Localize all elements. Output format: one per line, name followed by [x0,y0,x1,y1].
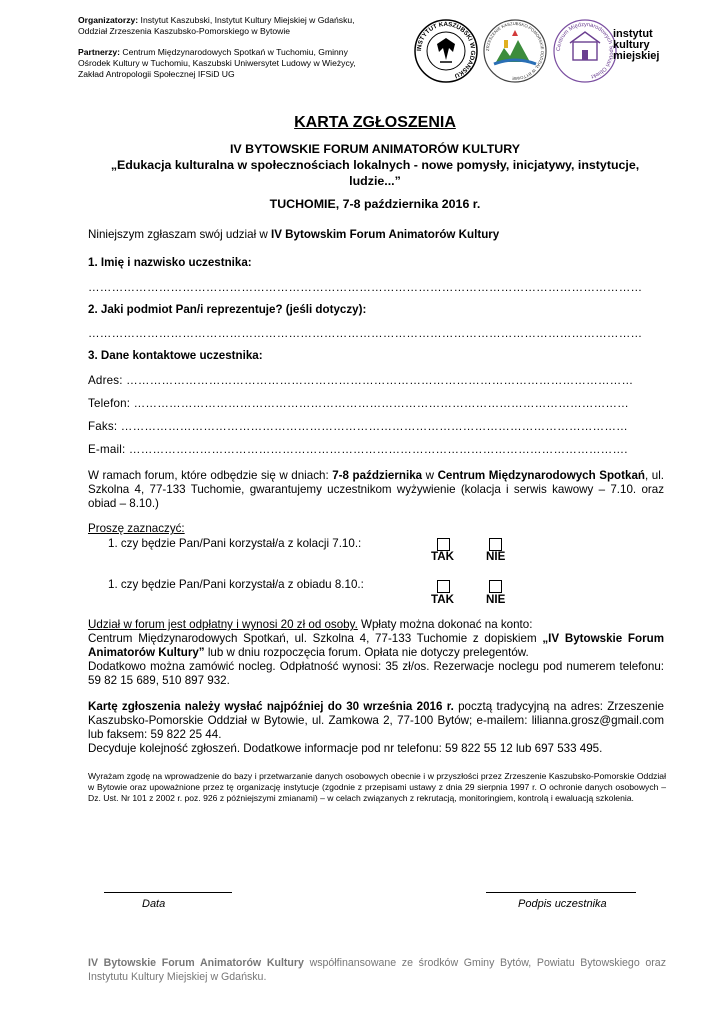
submission-main [88,700,664,742]
participant-signature-label: Podpis uczestnika [518,898,607,910]
address-field[interactable] [88,374,663,387]
forum-info-venue: Centrum Międzynarodowych Spotkań [437,469,645,482]
fax-field[interactable] [88,420,656,433]
forum-info-paragraph [88,469,664,511]
question-name-label: 1. Imię i nazwisko uczestnika: [88,256,252,269]
footer-forum-name: IV Bytowskie Forum Animatorów Kultury [88,957,304,969]
partners-text: Centrum Międzynarodowych Spotkań w Tuchomiu, Gminny [120,47,348,57]
ikm-logo [613,29,659,62]
organizers-label: Organizatorzy: [78,15,139,25]
organizers-line [78,15,408,26]
footer-note [88,956,666,984]
logo-zkp-text: ZRZESZENIE KASZUBSKO-POMORSKIE ODDZIAŁ W BYTOWIE [484,20,546,82]
phone-dots: ……………………………………………………………………………………………………………… [133,397,629,410]
zkp-bytow-logo [482,18,548,84]
event-theme-line-1: „Edukacja kulturalna w społecznościach lokalnych - nowe pomysły, inicjatywy, instytucje, [110,158,640,172]
lodging-text: Dodatkowo można zamówić nocleg. Odpłatność wynosi: 35 zł/os. Rezerwacje noclegu pod numerem telefonu: 59 82 15 689, 510 897 932. [88,660,664,687]
event-theme-line-2: ludzie...” [349,174,401,188]
instytut-kaszubski-logo [413,18,479,84]
choices-heading: Proszę zaznaczyć: [88,522,185,535]
fax-label: Faks: [88,420,121,433]
partners-block [78,47,418,80]
submission-deadline: Kartę zgłoszenia należy wysłać najpóźniej do 30 września 2016 r. [88,700,454,713]
ikm-logo-line-3: miejskiej [613,50,660,62]
partners-line-2: Ośrodek Kultury w Tuchomiu, Kaszubski Uniwersytet Ludowy w Wieżycy, [78,58,356,68]
choice-lunch-question: 1. czy będzie Pan/Pani korzystał/a z obiadu 8.10.: [108,578,364,591]
event-name: IV BYTOWSKIE FORUM ANIMATORÓW KULTURY [229,142,521,156]
logo-cms-text: Centrum Międzynarodowych Spotkań Obiekt [555,21,615,80]
intro-text: Niniejszym zgłaszam swój udział w [88,228,271,241]
submission-paragraph [88,700,664,756]
forum-info-t3: , ul. Szkolna 4, 77-133 Tuchomie, gwarantujemy uczestnikom wyżywienie (kolacja i serwis kawowy – 7.10. oraz obiad – 8.10.) [88,469,664,510]
dinner-yes-label: TAK [431,550,454,563]
participant-signature-line[interactable] [486,892,636,893]
page-title: KARTA ZGŁOSZENIA [294,114,456,131]
submission-text: pocztą tradycyjną na adres: Zrzeszenie Kaszubsko-Pomorskie Oddział w Bytowie, ul. Zamkowa 2, 77-100 Bytów; e-mailem: lilianna.grosz@gmail.com lub faksem: 59 822 25 44. [88,700,664,741]
forum-info-dates: 7-8 października [332,469,423,482]
date-label: Data [142,898,166,910]
partners-line [78,47,418,58]
fax-dots: ………………………………………………………………………………………………………………… [120,420,628,433]
email-field[interactable] [88,443,658,456]
consent-paragraph: Wyrażam zgodę na wprowadzenie do bazy i przetwarzanie danych osobowych obecnie i w przyszłości przez Zrzeszenie Kaszubsko-Pomorskie Oddział w Bytowie oraz upoważnione przez tę organizację instytucje (zgodnie z przepisami ustawy z dnia 29 sierpnia 1997 r. O ochronie danych osobowych – Dz. Ust. Nr 101 z 2002 r. poz. 926 z późniejszymi zmianami) – w celach związanych z rekrutacją, monitoringiem, kontrolą i ewaluacją szkolenia. [88,771,666,803]
partners-line-3: Zakład Antropologii Społecznej IFSiD UG [78,69,235,79]
lunch-yes-checkbox[interactable] [437,580,450,593]
partners-label: Partnerzy: [78,47,121,57]
forum-info-t1: W ramach forum, które odbędzie się w dniach: [88,469,333,482]
lunch-yes-label: TAK [431,593,454,606]
payment-paragraph [88,618,664,688]
submission-decide: Decyduje kolejność zgłoszeń. Dodatkowe informacje pod nr telefonu: 59 822 55 12 lub 697 533 495. [88,742,603,755]
phone-label: Telefon: [88,397,134,410]
lunch-no-checkbox[interactable] [489,580,502,593]
intro-line [88,228,499,242]
payment-line-1 [88,618,664,632]
choice-dinner-question: 1. czy będzie Pan/Pani korzystał/a z kolacji 7.10.: [108,537,362,550]
organizers-block [78,15,408,37]
date-signature-line[interactable] [104,892,232,893]
footer-text: współfinansowane ze środków Gminy Bytów, Powiatu Bytowskiego oraz Instytutu Kultury Miejskiej w Gdańsku. [88,957,666,983]
logo-ik-text: INSTYTUT KASZUBSKI W GDAŃSKU [415,20,477,80]
payment-recipient-rest: lub w dniu rozpoczęcia forum. Opłata nie dotyczy prelegentów. [204,646,529,659]
organizers-text: Instytut Kaszubski, Instytut Kultury Miejskiej w Gdańsku, [138,15,355,25]
phone-field[interactable] [88,397,663,410]
ikm-logo-line-1: instytut [613,28,653,40]
payment-reference: „IV Bytowskie Forum Animatorów Kultury” [88,632,664,659]
question-organization-label: 2. Jaki podmiot Pan/i reprezentuje? (jeśli dotyczy): [88,303,367,316]
payment-fee: Udział w forum jest odpłatny i wynosi 20 zł od osoby. [88,618,358,631]
name-input-line[interactable]: …………………………………………………………………………………………………………………………… [88,281,643,294]
dinner-no-label: NIE [486,550,506,563]
address-dots: ………………………………………………………………………………………………………………… [126,374,634,387]
payment-line-2 [88,632,664,660]
lunch-no-label: NIE [486,593,506,606]
event-block [60,141,690,212]
event-place-date: TUCHOMIE, 7-8 października 2016 r. [269,197,481,211]
question-contact-label: 3. Dane kontaktowe uczestnika: [88,349,263,362]
payment-account-intro: Wpłaty można dokonać na konto: [357,618,533,631]
payment-recipient: Centrum Międzynarodowych Spotkań, ul. Szkolna 4, 77-133 Tuchomie z dopiskiem [88,632,543,645]
intro-bold: IV Bytowskim Forum Animatorów Kultury [270,228,500,241]
forum-info-t2: w [422,469,438,482]
email-label: E-mail: [88,443,129,456]
cms-tuchomie-logo [552,18,618,84]
organization-input-line[interactable]: …………………………………………………………………………………………………………………………… [88,327,643,340]
address-label: Adres: [88,374,127,387]
email-dots: ………………………………………………………………………………………………………………. [128,443,628,456]
organizers-line-2: Oddział Zrzeszenia Kaszubsko-Pomorskiego w Bytowie [78,26,291,36]
ikm-logo-line-2: kultury [613,39,650,51]
